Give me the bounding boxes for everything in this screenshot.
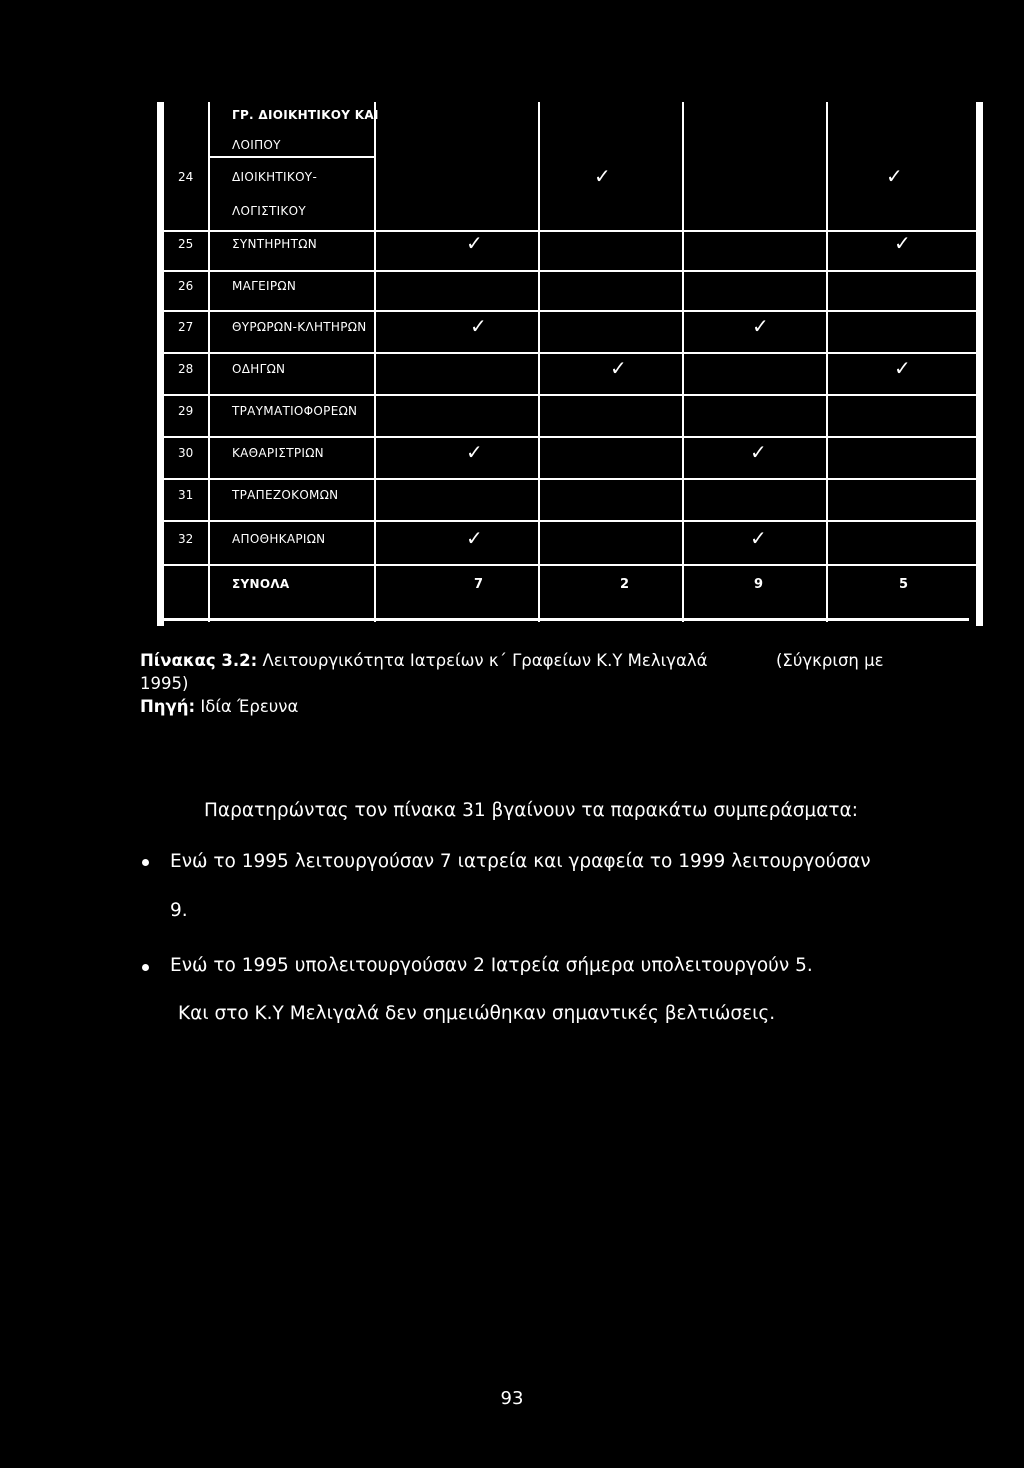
col-divider [538,102,540,622]
header-line-1: ΓΡ. ΔΙΟΙΚΗΤΙΚΟΥ ΚΑΙ [232,108,379,122]
check-mark: ✓ [466,440,483,464]
row-label: ΚΑΘΑΡΙΣΤΡΙΩΝ [232,446,324,460]
row-divider [164,520,976,522]
check-mark: ✓ [886,164,903,188]
page-number: 93 [500,1388,524,1409]
row-label-cont: ΛΟΓΙΣΤΙΚΟΥ [232,204,306,218]
row-label: ΤΡΑΠΕΖΟΚΟΜΩΝ [232,488,339,502]
header-line-2: ΛΟΙΠΟΥ [232,138,281,152]
total-value: 7 [474,577,484,592]
row-number: 32 [178,532,194,546]
table-caption [140,651,707,670]
caption-label: Πίνακας 3.2: [140,651,258,670]
total-value: 2 [620,577,630,592]
staff-table [157,102,983,626]
row-number: 26 [178,279,194,293]
row-divider [164,436,976,438]
row-number: 25 [178,237,194,251]
row-divider [164,564,976,566]
col-divider [374,102,376,622]
col-divider [826,102,828,622]
row-label: ΟΔΗΓΩΝ [232,362,286,376]
check-mark: ✓ [470,314,487,338]
row-label: ΤΡΑΥΜΑΤΙΟΦΟΡΕΩΝ [232,404,358,418]
table-bottom-rule [157,618,969,621]
totals-label: ΣΥΝΟΛΑ [232,577,290,591]
check-mark: ✓ [750,526,767,550]
row-divider [164,352,976,354]
col-divider [682,102,684,622]
caption-source [140,697,298,716]
check-mark: ✓ [466,231,483,255]
row-number: 28 [178,362,194,376]
total-value: 9 [754,577,764,592]
total-value: 5 [899,577,909,592]
bullet-icon [142,859,149,866]
row-divider [164,478,976,480]
row-divider [164,394,976,396]
row-divider [164,310,976,312]
check-mark: ✓ [750,440,767,464]
bullet-2-text: Ενώ το 1995 υπολειτουργούσαν 2 Ιατρεία σήμερα υπολειτουργούν 5. [170,955,813,976]
row-number: 29 [178,404,194,418]
check-mark: ✓ [610,356,627,380]
col-divider [208,102,210,622]
check-mark: ✓ [466,526,483,550]
row-number: 30 [178,446,194,460]
caption-compare: (Σύγκριση με [776,651,884,670]
check-mark: ✓ [894,231,911,255]
intro-paragraph: Παρατηρώντας τον πίνακα 31 βγαίνουν τα παρακάτω συμπεράσματα: [204,800,858,821]
source-text: Ιδία Έρευνα [195,697,299,716]
bullet-1-text: Ενώ το 1995 λειτουργούσαν 7 ιατρεία και γραφεία το 1999 λειτουργούσαν [170,851,871,872]
caption-year: 1995) [140,674,189,693]
check-mark: ✓ [594,164,611,188]
check-mark: ✓ [752,314,769,338]
bullet-1-continuation: 9. [170,900,188,921]
row-divider [164,230,976,232]
row-number: 27 [178,320,194,334]
row-number: 31 [178,488,194,502]
bullet-icon [142,964,149,971]
closing-paragraph: Και στο Κ.Υ Μελιγαλά δεν σημειώθηκαν σημαντικές βελτιώσεις. [178,1003,776,1024]
caption-text: Λειτουργικότητα Ιατρείων κ΄ Γραφείων Κ.Υ Μελιγαλά [257,651,708,670]
row-label: ΑΠΟΘΗΚΑΡΙΩΝ [232,532,326,546]
row-divider [164,270,976,272]
row-number: 24 [178,170,194,184]
row-label: ΘΥΡΩΡΩΝ-ΚΛΗΤΗΡΩΝ [232,320,367,334]
header-divider [209,156,374,158]
row-label: ΔΙΟΙΚΗΤΙΚΟΥ- [232,170,318,184]
row-label: ΜΑΓΕΙΡΩΝ [232,279,297,293]
source-label: Πηγή: [140,697,196,716]
check-mark: ✓ [894,356,911,380]
row-label: ΣΥΝΤΗΡΗΤΩΝ [232,237,317,251]
